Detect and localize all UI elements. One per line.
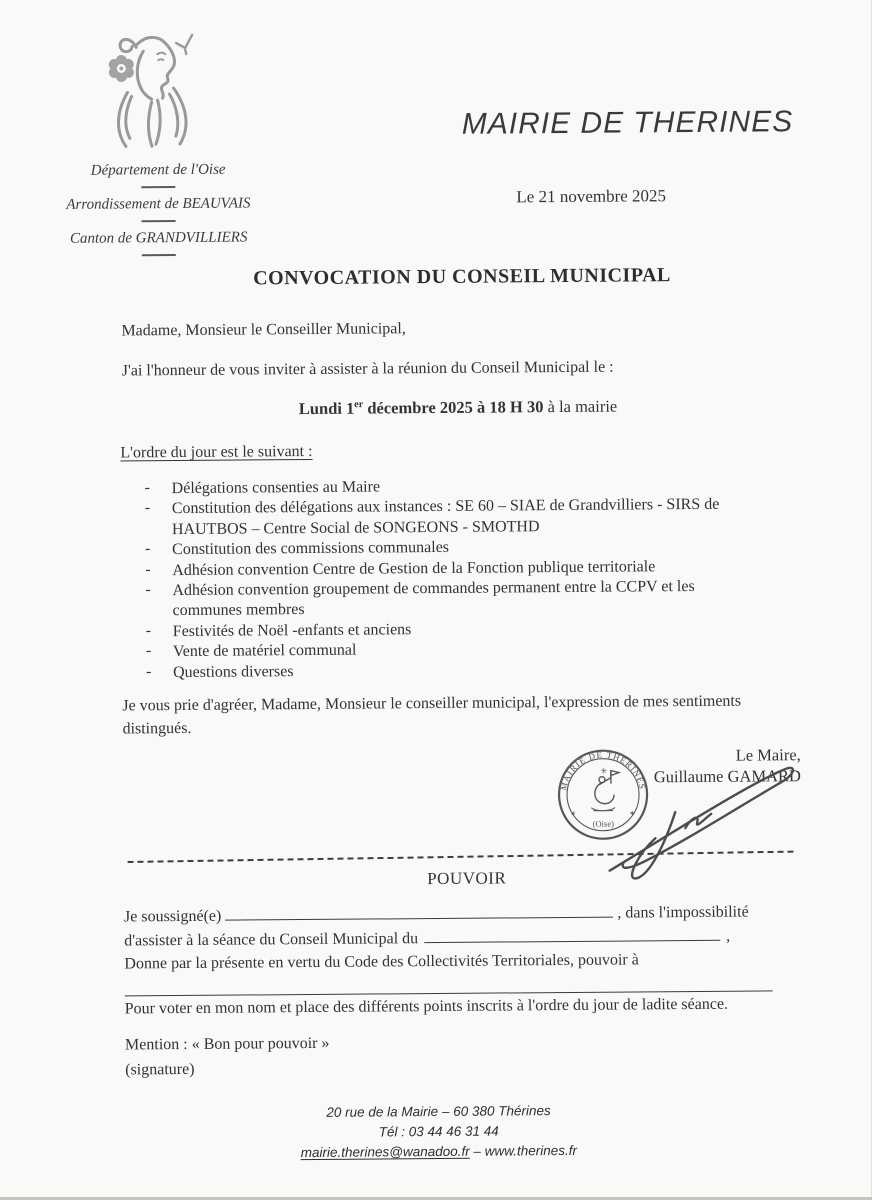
footer-phone: Tél : 03 44 46 31 44 <box>378 1123 499 1140</box>
letter-date: Le 21 novembre 2025 <box>516 186 667 207</box>
mention-line: Mention : « Bon pour pouvoir » <box>124 1034 330 1054</box>
closing-paragraph <box>122 690 822 740</box>
signatory-function: Le Maire, <box>735 745 801 765</box>
agenda-item <box>145 495 803 541</box>
pouvoir-line-4: Pour voter en mon nom et place des différents points inscrits à l'ordre du jour de ladite séance. <box>124 995 729 1017</box>
footer-website: – www.therines.fr <box>469 1142 578 1159</box>
agenda-item-line: Délégations consenties au Maire <box>171 478 381 498</box>
agenda-item-line: Constitution des délégations aux instances : SE 60 – SIAE de Grandvilliers - SIRS de <box>171 496 720 518</box>
footer-address: 20 rue de la Mairie – 60 380 Thérines <box>326 1103 551 1120</box>
divider <box>141 186 175 188</box>
agenda-item-line: Vente de matériel communal <box>172 641 357 661</box>
agenda-item-line: Questions diverses <box>173 662 294 681</box>
dash-bullet: - <box>145 642 152 660</box>
dash-bullet: - <box>146 662 152 680</box>
pouvoir-form <box>124 900 797 1020</box>
closing-line: distingués. <box>122 719 192 737</box>
agenda-heading: L'ordre du jour est le suivant : <box>120 442 313 462</box>
arrondissement-label: Arrondissement de BEAUVAIS <box>66 195 251 213</box>
ordinal-superscript: er <box>354 399 364 411</box>
dash-bullet: - <box>145 622 152 640</box>
meeting-date-line <box>138 395 778 420</box>
agenda-item-line: Adhésion convention Centre de Gestion de la Fonction publique territoriale <box>172 557 656 579</box>
signature-placeholder-label: (signature) <box>125 1060 195 1079</box>
commune-logo-icon <box>91 24 210 155</box>
pouvoir-line-3: Donne par la présente en vertu du Code des Collectivités Territoriales, pouvoir à <box>124 951 639 973</box>
letterhead-left-column <box>32 161 285 265</box>
seal-oise-text: (Oise) <box>592 818 614 829</box>
svg-text:✳: ✳ <box>600 766 608 776</box>
dash-bullet: - <box>145 581 151 599</box>
mention-block <box>125 1031 330 1083</box>
footer-contact-block <box>153 1100 723 1164</box>
salutation: Madame, Monsieur le Conseiller Municipal, <box>121 320 406 340</box>
flower-icon <box>109 55 134 82</box>
footer-web-line <box>154 1140 724 1164</box>
agenda-item-line: HAUTBOS – Centre Social de SONGEONS - SMOTHD <box>171 517 540 538</box>
seal-star-icon: ✶ <box>570 809 577 818</box>
dash-bullet: - <box>144 479 151 497</box>
agenda-item <box>145 576 803 622</box>
blank-line <box>225 903 613 921</box>
seal-arc-text: MAIRIE DE THERINES <box>558 749 648 792</box>
divider <box>142 254 176 256</box>
meeting-bold-rest: décembre 2025 à 18 H 30 <box>363 397 544 418</box>
agenda-item-line: Constitution des commissions communales <box>172 539 450 559</box>
seal-star-icon: ✶ <box>629 809 636 818</box>
blank-line <box>424 925 720 942</box>
agenda-item <box>146 658 804 684</box>
agenda-item-line: Festivités de Noël -enfants et anciens <box>172 621 412 640</box>
document-title: CONVOCATION DU CONSEIL MUNICIPAL <box>253 264 671 290</box>
agenda-list <box>145 474 805 683</box>
pouvoir-line1-prefix: Je soussigné(e) <box>123 907 222 926</box>
handwritten-signature <box>557 749 808 891</box>
department-label: Département de l'Oise <box>90 161 226 179</box>
mairie-title: MAIRIE DE THERINES <box>461 105 794 141</box>
pouvoir-line2-suffix: , <box>726 927 731 945</box>
canton-label: Canton de GRANDVILLIERS <box>69 229 248 247</box>
meeting-bold-prefix: Lundi 1 <box>298 398 355 419</box>
agenda-item-line: Adhésion convention groupement de commandes permanent entre la CCPV et les <box>172 577 695 600</box>
agenda-item-line: communes membres <box>172 601 305 620</box>
dash-bullet: - <box>145 540 151 558</box>
dash-bullet: - <box>145 560 151 578</box>
intro-sentence: J'ai l'honneur de vous inviter à assister à la réunion du Conseil Municipal le : <box>121 358 614 380</box>
meeting-suffix: à la mairie <box>543 396 618 417</box>
pouvoir-heading: POUVOIR <box>427 868 507 889</box>
divider <box>142 220 176 222</box>
closing-line: Je vous prie d'agréer, Madame, Monsieur le conseiller municipal, l'expression de mes sentiments <box>122 692 742 715</box>
signatory-name: Guillaume GAMARD <box>653 766 801 787</box>
pouvoir-line2-prefix: d'assister à la séance du Conseil Municipal du <box>124 929 419 949</box>
pouvoir-line1-suffix: , dans l'impossibilité <box>617 903 749 922</box>
footer-email: mairie.therines@wanadoo.fr <box>300 1143 470 1161</box>
dash-bullet: - <box>144 499 151 517</box>
